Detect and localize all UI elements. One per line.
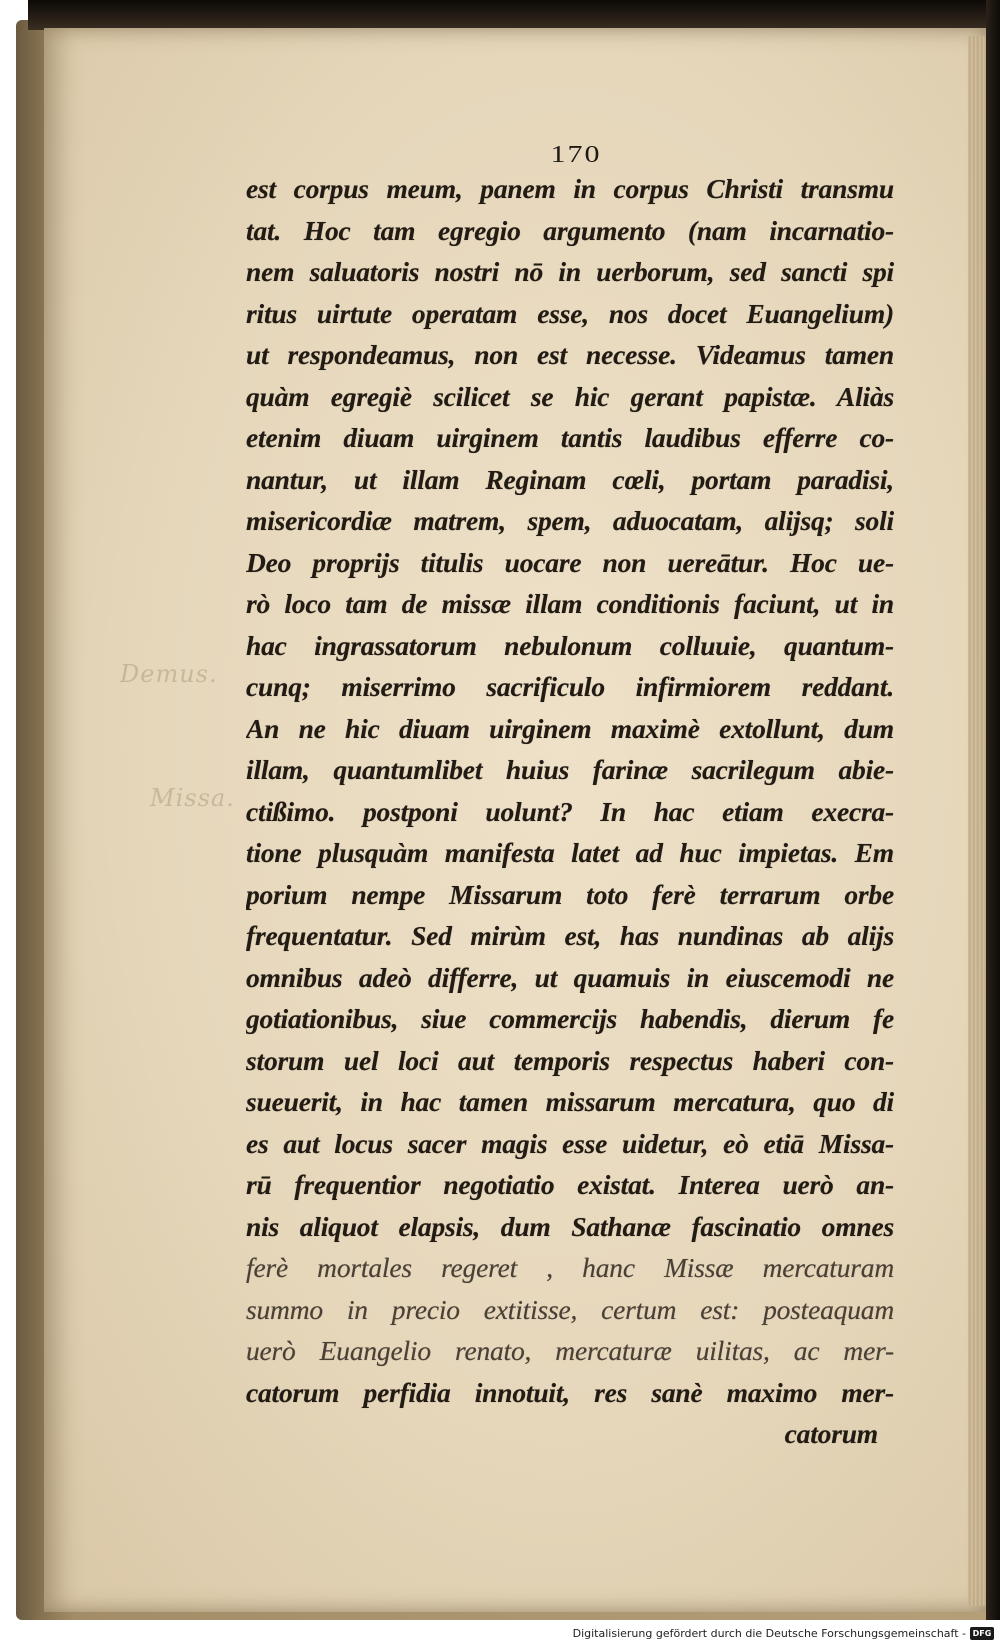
text-line: etenim diuam uirginem tantis laudibus efferre co- bbox=[246, 422, 894, 453]
text-line: nantur, ut illam Reginam cœli, portam paradisi, bbox=[246, 463, 894, 495]
text-line: quàm egregiè scilicet se hic gerant papistæ. Aliàs bbox=[246, 380, 894, 412]
text-line: ferè mortales regeret , hanc Missæ mercaturam bbox=[246, 1252, 894, 1283]
text-line: rò loco tam de missæ illam conditionis faciunt, ut in bbox=[246, 588, 894, 619]
page-number: 170 bbox=[550, 141, 602, 168]
text-line: ut respondeamus, non est necesse. Videamus tamen bbox=[246, 339, 894, 370]
text-line: summo in precio extitisse, certum est: posteaquam bbox=[246, 1293, 894, 1325]
text-block bbox=[246, 168, 894, 1455]
dfg-logo: DFG bbox=[970, 1627, 994, 1640]
funding-credit: Digitalisierung gefördert durch die Deutsche Forschungsgemeinschaft - bbox=[572, 1627, 966, 1640]
text-line: tat. Hoc tam egregio argumento (nam incarnatio- bbox=[246, 214, 894, 246]
scan-shadow-top bbox=[28, 0, 1000, 30]
text-line: storum uel loci aut temporis respectus haberi con- bbox=[246, 1044, 894, 1076]
text-line: cunq; miserrimo sacrificulo infirmiorem reddant. bbox=[246, 671, 894, 702]
text-line: nis aliquot elapsis, dum Sathanæ fascinatio omnes bbox=[246, 1210, 894, 1242]
text-line: catorum bbox=[784, 1418, 878, 1449]
text-line: ritus uirtute operatam esse, nos docet Euangelium) bbox=[246, 297, 894, 329]
text-line: frequentatur. Sed mirùm est, has nundinas ab alijs bbox=[246, 920, 894, 951]
text-line: gotiationibus, siue commercijs habendis, dierum fe bbox=[246, 1003, 894, 1034]
text-line: es aut locus sacer magis esse uidetur, eò etiā Missa- bbox=[246, 1127, 894, 1159]
text-line: tione plusquàm manifesta latet ad huc impietas. Em bbox=[246, 837, 894, 868]
text-line: est corpus meum, panem in corpus Christi transmu bbox=[246, 173, 894, 204]
text-line: omnibus adeò differre, ut quamuis in eiuscemodi ne bbox=[246, 961, 894, 993]
bleed-through-text: Missa. bbox=[150, 784, 235, 812]
bleed-through-text: Demus. bbox=[120, 660, 218, 688]
text-line: hac ingrassatorum nebulonum colluuie, quantum- bbox=[246, 629, 894, 661]
page-edges bbox=[968, 36, 986, 1606]
text-line: Deo proprijs titulis uocare non uereātur. Hoc ue- bbox=[246, 546, 894, 578]
text-line: illam, quantumlibet huius farinæ sacrilegum abie- bbox=[246, 754, 894, 785]
text-line: catorum perfidia innotuit, res sanè maximo mer- bbox=[246, 1376, 894, 1408]
text-line: An ne hic diuam uirginem maximè extollunt, dum bbox=[246, 712, 894, 744]
text-line: porium nempe Missarum toto ferè terrarum orbe bbox=[246, 878, 894, 910]
text-line: ctißimo. postponi uolunt? In hac etiam execra- bbox=[246, 795, 894, 827]
text-line: sueuerit, in hac tamen missarum mercatura, quo di bbox=[246, 1086, 894, 1117]
scan-shadow-right bbox=[986, 0, 1000, 1620]
text-line: uerò Euangelio renato, mercaturæ uilitas, ac mer- bbox=[246, 1335, 894, 1366]
text-line: misericordiæ matrem, spem, aduocatam, alijsq; soli bbox=[246, 505, 894, 536]
text-line: rū frequentior negotiatio existat. Interea uerò an- bbox=[246, 1169, 894, 1200]
text-line: nem saluatoris nostri nō in uerborum, sed sancti spi bbox=[246, 256, 894, 287]
